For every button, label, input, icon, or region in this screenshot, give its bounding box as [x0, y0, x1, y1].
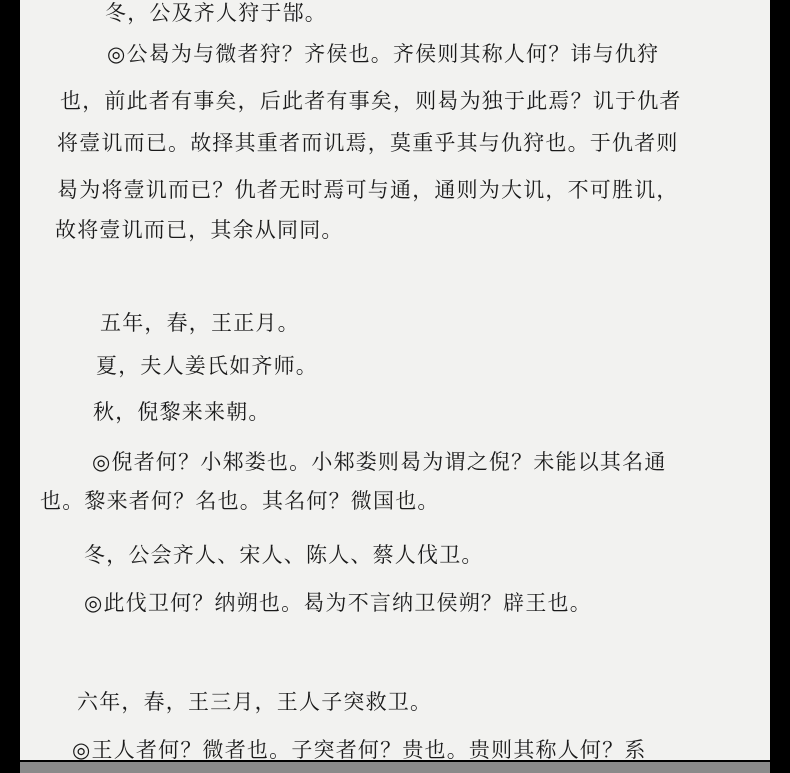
entry-5th-year: 五年，春，王正月。 — [100, 311, 300, 335]
commentary-wangren: ◎王人者何？微者也。子突者何？贵也。贵则其称人何？系 — [72, 738, 647, 760]
commentary-ni-cont: 也。黎来者何？名也。其名何？微国也。 — [40, 489, 440, 513]
text-line-2: ◎公曷为与微者狩？齐侯也。齐侯则其称人何？讳与仇狩 — [107, 42, 660, 66]
entry-autumn: 秋，倪黎来来朝。 — [93, 400, 271, 424]
page-edge — [20, 762, 770, 773]
entry-6th-year: 六年，春，王三月，王人子突救卫。 — [77, 690, 433, 714]
text-line-5: 曷为将壹讥而已？仇者无时焉可与通，通则为大讥，不可胜讥， — [57, 178, 679, 202]
text-line-4: 将壹讥而已。故择其重者而讥焉，莫重乎其与仇狩也。于仇者则 — [57, 131, 679, 155]
book-page — [20, 0, 770, 760]
entry-summer: 夏，夫人姜氏如齐师。 — [96, 354, 318, 378]
commentary-wei: ◎此伐卫何？纳朔也。曷为不言纳卫侯朔？辟王也。 — [84, 591, 592, 615]
commentary-ni: ◎倪者何？小邾娄也。小邾娄则曷为谓之倪？未能以其名通 — [92, 450, 667, 474]
text-line-1: 冬，公及齐人狩于郜。 — [105, 1, 327, 25]
text-line-3: 也，前此者有事矣，后此者有事矣，则曷为独于此焉？讥于仇者 — [60, 89, 682, 113]
text-line-6: 故将壹讥而已，其余从同同。 — [55, 218, 344, 242]
entry-winter: 冬，公会齐人、宋人、陈人、蔡人伐卫。 — [84, 543, 484, 567]
